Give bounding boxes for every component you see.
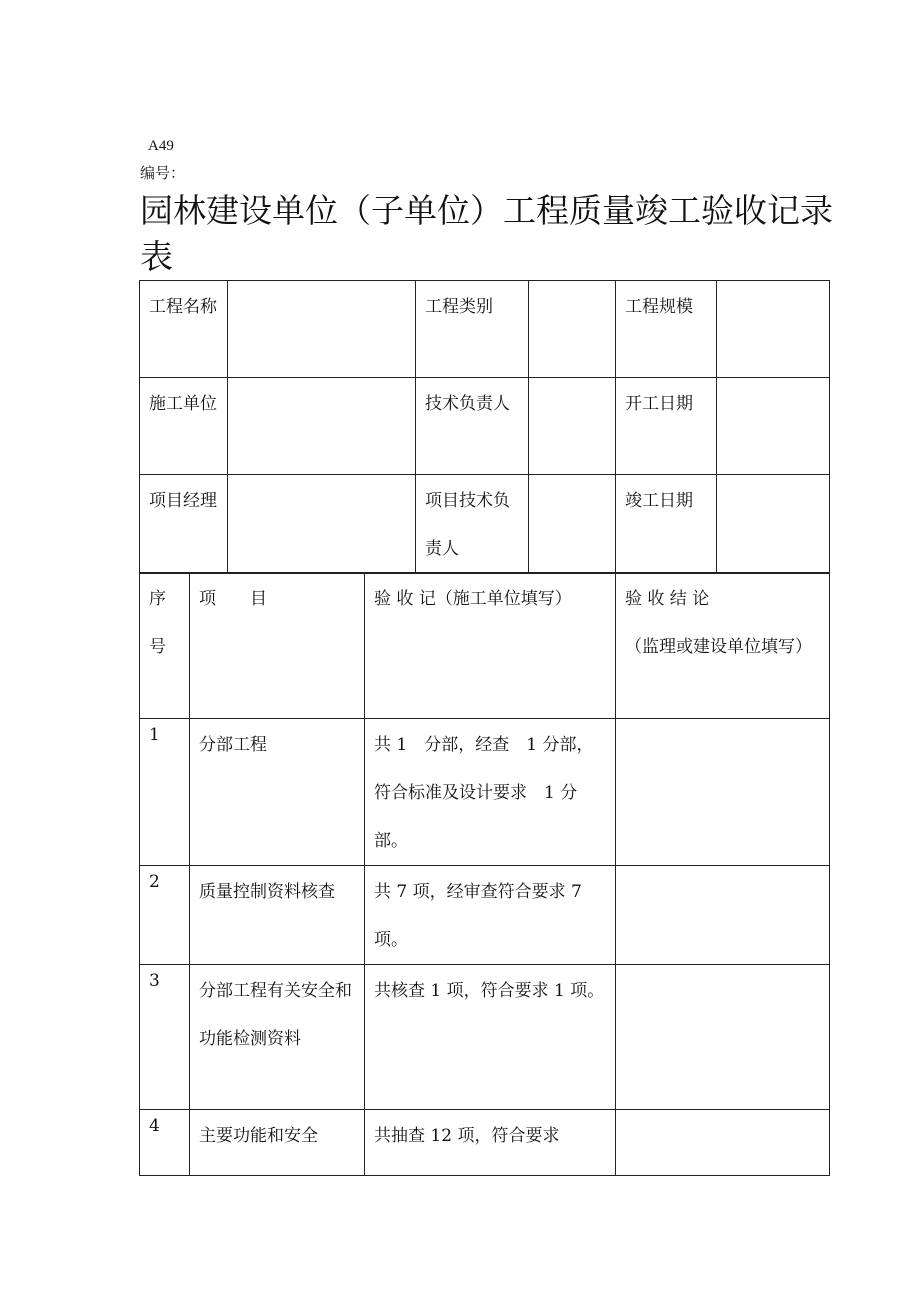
contractor-label: 施工单位: [140, 378, 228, 475]
completion-date-field[interactable]: [717, 475, 830, 574]
info-row: [140, 475, 830, 574]
project-scale-field[interactable]: [717, 281, 830, 378]
contractor-field[interactable]: [228, 378, 416, 475]
project-manager-field[interactable]: [228, 475, 416, 574]
col-item-header: 项 目: [190, 573, 365, 719]
info-row: [140, 378, 830, 475]
row-item: 分部工程有关安全和功能检测资料: [190, 965, 365, 1110]
project-scale-label: 工程规模: [616, 281, 717, 378]
row-record[interactable]: 共抽查 12 项，符合要求: [365, 1110, 616, 1176]
project-category-field[interactable]: [529, 281, 616, 378]
row-conclusion[interactable]: [616, 1110, 830, 1176]
row-item: 质量控制资料核查: [190, 866, 365, 965]
form-number-label: 编号：: [140, 164, 186, 182]
form-code: A49: [148, 138, 174, 154]
row-item: 主要功能和安全: [190, 1110, 365, 1176]
project-manager-label: 项目经理: [140, 475, 228, 574]
table-row: [140, 719, 830, 866]
row-seq: 4: [140, 1110, 190, 1176]
start-date-field[interactable]: [717, 378, 830, 475]
completion-date-label: 竣工日期: [616, 475, 717, 574]
conclusion-note: （监理或建设单位填写）: [625, 637, 812, 657]
project-tech-lead-field[interactable]: [529, 475, 616, 574]
row-conclusion[interactable]: [616, 719, 830, 866]
col-conclusion-header: [616, 573, 830, 719]
row-conclusion[interactable]: [616, 866, 830, 965]
acceptance-table: [139, 572, 830, 1176]
row-record[interactable]: 共 7 项，经审查符合要求 7 项。: [365, 866, 616, 965]
table-header-row: [140, 573, 830, 719]
row-record[interactable]: 共核查 1 项，符合要求 1 项。: [365, 965, 616, 1110]
row-conclusion[interactable]: [616, 965, 830, 1110]
row-record[interactable]: 共 1 分部，经查 1 分部，符合标准及设计要求 1 分部。: [365, 719, 616, 866]
page-title: 园林建设单位（子单位）工程质量竣工验收记录表: [140, 191, 833, 276]
project-name-label: 工程名称: [140, 281, 228, 378]
project-info-table: [139, 280, 830, 574]
col-record-header: 验 收 记（施工单位填写）: [365, 573, 616, 719]
start-date-label: 开工日期: [616, 378, 717, 475]
table-row: [140, 866, 830, 965]
tech-lead-field[interactable]: [529, 378, 616, 475]
table-row: [140, 1110, 830, 1176]
project-name-field[interactable]: [228, 281, 416, 378]
row-item: 分部工程: [190, 719, 365, 866]
row-seq: 2: [140, 866, 190, 965]
info-row: [140, 281, 830, 378]
project-category-label: 工程类别: [416, 281, 529, 378]
project-tech-lead-label: 项目技术负责人: [416, 475, 529, 574]
table-row: [140, 965, 830, 1110]
conclusion-title: 验 收 结 论: [625, 589, 710, 609]
row-seq: 3: [140, 965, 190, 1110]
tech-lead-label: 技术负责人: [416, 378, 529, 475]
col-seq-header: 序号: [140, 573, 190, 719]
row-seq: 1: [140, 719, 190, 866]
